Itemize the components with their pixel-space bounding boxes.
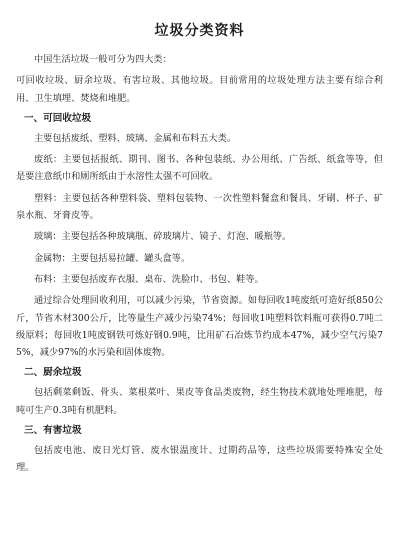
kitchen-paragraph: 包括剩菜剩饭、骨头、菜根菜叶、果皮等食品类废物，经生物技术就地处理堆肥，每吨可生产0.3吨有机肥料。 [16,387,383,416]
recyclable-metal-paragraph: 金属物：主要包括易拉罐、罐头盒等。 [34,252,191,264]
section-heading-kitchen: 二、厨余垃圾 [24,367,82,379]
hazardous-paragraph: 包括废电池、废日光灯管、废水银温度计、过期药品等，这些垃圾需要特殊安全处理。 [16,445,383,474]
section-heading-recyclable: 一、可回收垃圾 [24,112,92,124]
intro-paragraph-2: 可回收垃圾、厨余垃圾、有害垃圾、其他垃圾。目前常用的垃圾处理方法主要有综合利用、卫生填埋、焚烧和堆肥。 [16,75,383,104]
recyclable-cloth-paragraph: 布料：主要包括废弃衣服、桌布、洗脸巾、书包、鞋等。 [34,273,264,285]
page-title: 垃圾分类资料 [154,23,245,39]
recyclable-benefit-paragraph: 通过综合处理回收利用，可以减少污染，节省资源。如每回收1吨废纸可造好纸850公斤，节省木材300公斤，比等量生产减少污染74%；每回收1吨塑料饮料瓶可获得0.7吨二级原料；每回收1吨废钢铁可炼好钢0.9吨，比用矿石冶炼节约成本47%，减少空气污染75%，减少97%的水污染和固体废物。 [16,295,383,359]
section-heading-hazardous: 三、有害垃圾 [24,425,82,437]
intro-paragraph: 中国生活垃圾一般可分为四大类： [34,54,172,65]
recyclable-plastic-paragraph: 塑料：主要包括各种塑料袋、塑料包装物、一次性塑料餐盒和餐具、牙刷、杯子、矿泉水瓶、牙膏皮等。 [16,192,383,222]
recyclable-paper-paragraph: 废纸：主要包括报纸、期刊、图书、各种包装纸、办公用纸、广告纸、纸盒等等，但是要注意纸巾和厕所纸由于水溶性太强不可回收。 [16,154,383,183]
recyclable-glass-paragraph: 玻璃：主要包括各种玻璃瓶、碎玻璃片、镜子、灯泡、暖瓶等。 [34,231,292,243]
recyclable-paragraph: 主要包括废纸、塑料、玻璃、金属和布料五大类。 [34,132,237,144]
